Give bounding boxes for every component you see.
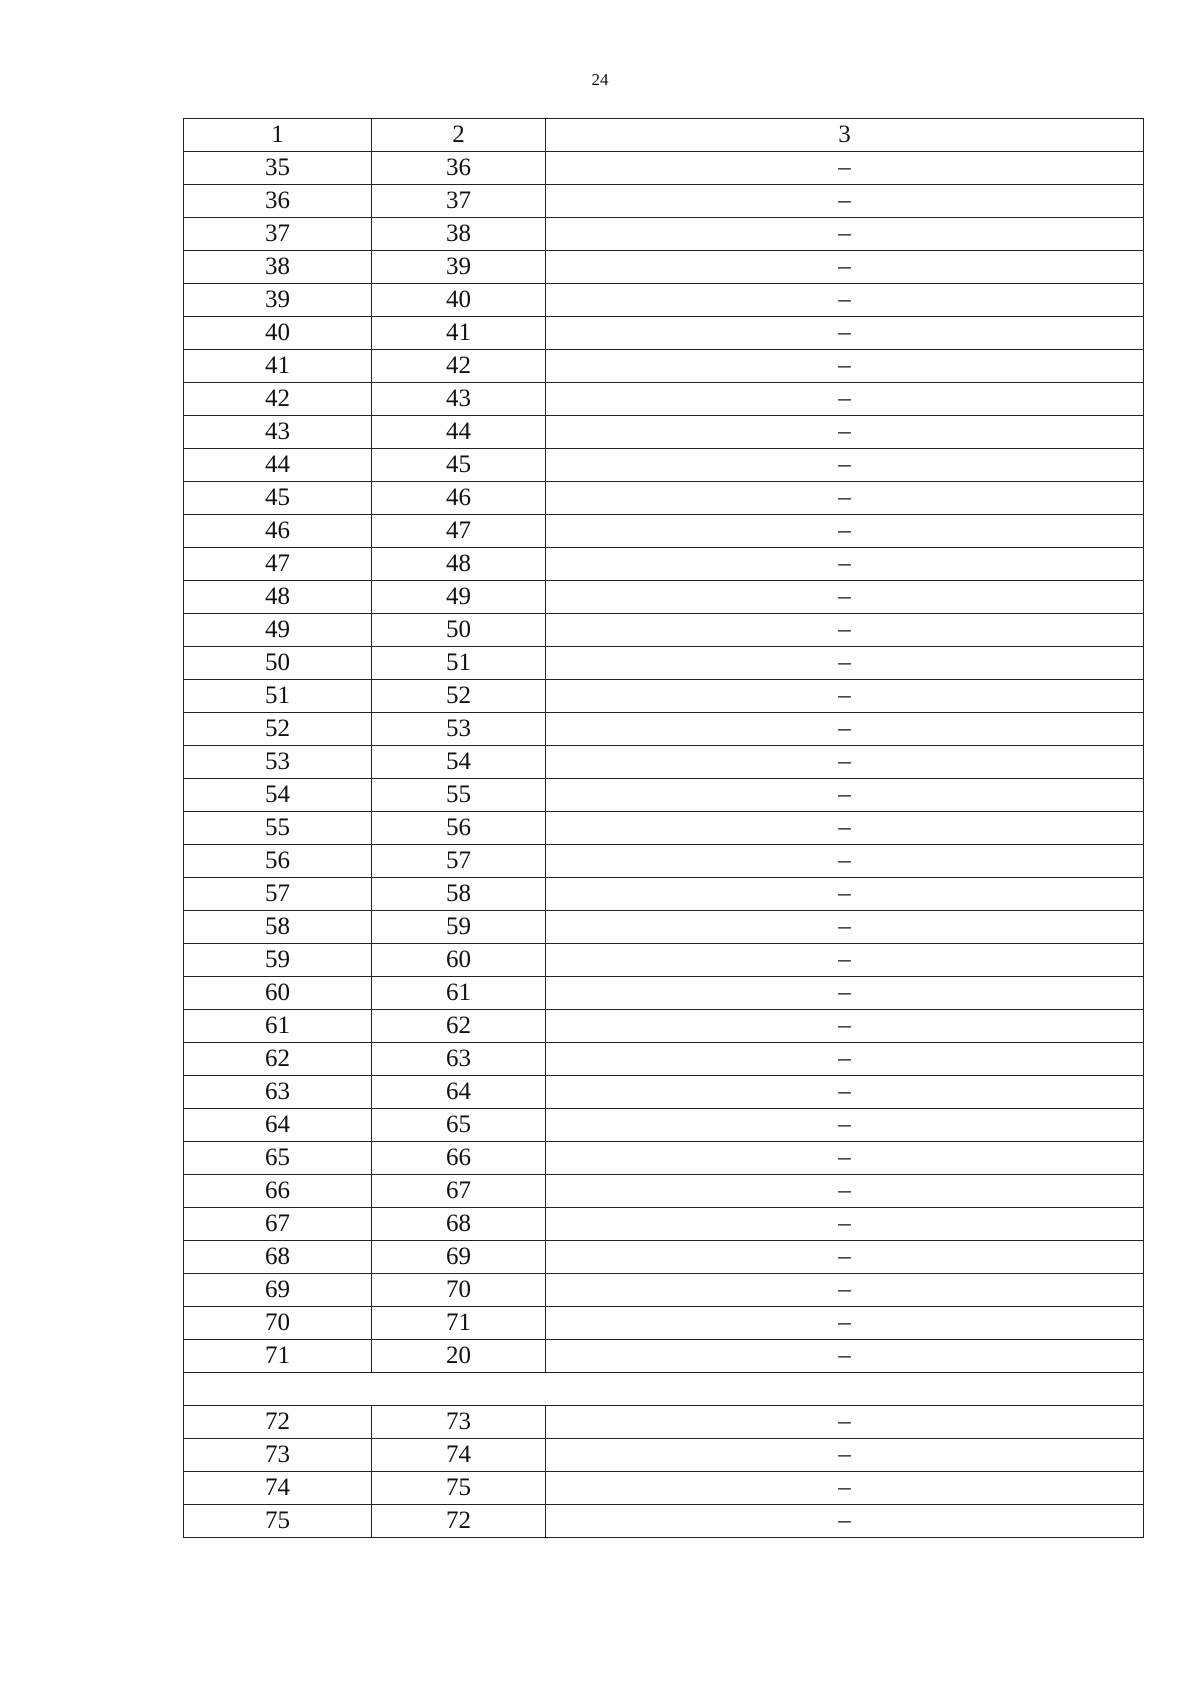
- table-cell-col-3: –: [546, 911, 1144, 944]
- page-number: 24: [591, 70, 609, 89]
- table-cell-col-3: –: [546, 350, 1144, 383]
- table-cell-col-1: 45: [184, 482, 372, 515]
- table-cell-col-3: –: [546, 878, 1144, 911]
- table-cell-col-1: 47: [184, 548, 372, 581]
- separator-cell: [184, 1373, 1144, 1406]
- table-cell-col-1: 62: [184, 1043, 372, 1076]
- data-table: [183, 118, 1144, 1538]
- table-cell-col-1: 72: [184, 1406, 372, 1439]
- table-cell-col-3: –: [546, 1142, 1144, 1175]
- table-cell-col-2: 47: [372, 515, 546, 548]
- table-cell-col-2: 46: [372, 482, 546, 515]
- table-cell-col-3: –: [546, 416, 1144, 449]
- table-cell-col-2: 37: [372, 185, 546, 218]
- table-row: [184, 1208, 1144, 1241]
- table-cell-col-2: 40: [372, 284, 546, 317]
- table-row: [184, 152, 1144, 185]
- table-cell-col-1: 43: [184, 416, 372, 449]
- table-cell-col-1: 41: [184, 350, 372, 383]
- table-cell-col-3: –: [546, 515, 1144, 548]
- table-cell-col-1: 46: [184, 515, 372, 548]
- table-cell-col-2: 69: [372, 1241, 546, 1274]
- table-cell-col-3: –: [546, 812, 1144, 845]
- table-cell-col-1: 42: [184, 383, 372, 416]
- table-cell-col-1: 60: [184, 977, 372, 1010]
- table-cell-col-3: –: [546, 614, 1144, 647]
- table-cell-col-2: 73: [372, 1406, 546, 1439]
- table-row: [184, 647, 1144, 680]
- table-cell-col-2: 64: [372, 1076, 546, 1109]
- table-row: [184, 1274, 1144, 1307]
- table-cell-col-2: 36: [372, 152, 546, 185]
- table-row: [184, 383, 1144, 416]
- table-cell-col-1: 64: [184, 1109, 372, 1142]
- table-cell-col-2: 50: [372, 614, 546, 647]
- table-row: [184, 548, 1144, 581]
- table-cell-col-2: 38: [372, 218, 546, 251]
- table-cell-col-2: 57: [372, 845, 546, 878]
- table-row: [184, 1241, 1144, 1274]
- table-cell-col-1: 56: [184, 845, 372, 878]
- table-cell-col-2: 41: [372, 317, 546, 350]
- header-cell-1: 1: [184, 119, 372, 152]
- table-cell-col-1: 51: [184, 680, 372, 713]
- table-cell-col-1: 38: [184, 251, 372, 284]
- table-cell-col-2: 48: [372, 548, 546, 581]
- table-row: [184, 1142, 1144, 1175]
- table-cell-col-1: 65: [184, 1142, 372, 1175]
- table-cell-col-1: 69: [184, 1274, 372, 1307]
- table-row: [184, 185, 1144, 218]
- table-cell-col-1: 70: [184, 1307, 372, 1340]
- table-cell-col-1: 36: [184, 185, 372, 218]
- table-row: [184, 317, 1144, 350]
- table-cell-col-3: –: [546, 218, 1144, 251]
- table-row: [184, 284, 1144, 317]
- table-cell-col-3: –: [546, 1175, 1144, 1208]
- table-cell-col-3: –: [546, 1208, 1144, 1241]
- table-cell-col-2: 67: [372, 1175, 546, 1208]
- table-cell-col-3: –: [546, 1109, 1144, 1142]
- table-cell-col-2: 52: [372, 680, 546, 713]
- table-row: [184, 218, 1144, 251]
- table-row: [184, 1043, 1144, 1076]
- table-cell-col-2: 68: [372, 1208, 546, 1241]
- table-cell-col-2: 20: [372, 1340, 546, 1373]
- table-cell-col-2: 42: [372, 350, 546, 383]
- table-cell-col-1: 39: [184, 284, 372, 317]
- header-cell-2: 2: [372, 119, 546, 152]
- table-cell-col-2: 72: [372, 1505, 546, 1538]
- table-cell-col-3: –: [546, 251, 1144, 284]
- table-cell-col-3: –: [546, 152, 1144, 185]
- table-cell-col-2: 45: [372, 449, 546, 482]
- table-row: [184, 779, 1144, 812]
- table-row: [184, 251, 1144, 284]
- table-cell-col-2: 59: [372, 911, 546, 944]
- table-separator-row: [184, 1373, 1144, 1406]
- table-row: [184, 1406, 1144, 1439]
- table-cell-col-3: –: [546, 1010, 1144, 1043]
- table-cell-col-3: –: [546, 746, 1144, 779]
- table-cell-col-1: 50: [184, 647, 372, 680]
- table-cell-col-1: 74: [184, 1472, 372, 1505]
- table-row: [184, 1010, 1144, 1043]
- table-cell-col-2: 66: [372, 1142, 546, 1175]
- table-cell-col-3: –: [546, 845, 1144, 878]
- table-cell-col-3: –: [546, 1043, 1144, 1076]
- table-cell-col-2: 49: [372, 581, 546, 614]
- table-cell-col-3: –: [546, 713, 1144, 746]
- table-cell-col-1: 40: [184, 317, 372, 350]
- table-cell-col-2: 62: [372, 1010, 546, 1043]
- table-cell-col-3: –: [546, 1307, 1144, 1340]
- table-cell-col-2: 75: [372, 1472, 546, 1505]
- table-row: [184, 1472, 1144, 1505]
- table-row: [184, 515, 1144, 548]
- table-cell-col-2: 51: [372, 647, 546, 680]
- table-cell-col-2: 61: [372, 977, 546, 1010]
- table-cell-col-2: 60: [372, 944, 546, 977]
- header-cell-3: 3: [546, 119, 1144, 152]
- table-row: [184, 1340, 1144, 1373]
- table-cell-col-1: 37: [184, 218, 372, 251]
- table-row: [184, 1076, 1144, 1109]
- table-cell-col-1: 67: [184, 1208, 372, 1241]
- table-row: [184, 812, 1144, 845]
- table-row: [184, 350, 1144, 383]
- table-cell-col-2: 74: [372, 1439, 546, 1472]
- table-row: [184, 614, 1144, 647]
- table-row: [184, 713, 1144, 746]
- table-cell-col-1: 71: [184, 1340, 372, 1373]
- table-cell-col-2: 44: [372, 416, 546, 449]
- table-row: [184, 977, 1144, 1010]
- table-cell-col-1: 63: [184, 1076, 372, 1109]
- table-cell-col-1: 68: [184, 1241, 372, 1274]
- table-row: [184, 1307, 1144, 1340]
- table-cell-col-3: –: [546, 482, 1144, 515]
- table-row: [184, 911, 1144, 944]
- table-cell-col-1: 66: [184, 1175, 372, 1208]
- table-header-row: [184, 119, 1144, 152]
- table-cell-col-3: –: [546, 1472, 1144, 1505]
- table-cell-col-3: –: [546, 680, 1144, 713]
- table-cell-col-2: 58: [372, 878, 546, 911]
- table-cell-col-1: 58: [184, 911, 372, 944]
- table-row: [184, 746, 1144, 779]
- table-row: [184, 878, 1144, 911]
- table-row: [184, 845, 1144, 878]
- table-cell-col-1: 53: [184, 746, 372, 779]
- table-cell-col-1: 49: [184, 614, 372, 647]
- table-cell-col-1: 59: [184, 944, 372, 977]
- table-cell-col-1: 75: [184, 1505, 372, 1538]
- table-cell-col-1: 61: [184, 1010, 372, 1043]
- table-cell-col-3: –: [546, 1340, 1144, 1373]
- table-cell-col-1: 48: [184, 581, 372, 614]
- table-cell-col-2: 65: [372, 1109, 546, 1142]
- table-body: [184, 119, 1144, 1538]
- table-row: [184, 482, 1144, 515]
- table-cell-col-1: 73: [184, 1439, 372, 1472]
- table-row: [184, 581, 1144, 614]
- table-row: [184, 1175, 1144, 1208]
- table-cell-col-2: 63: [372, 1043, 546, 1076]
- table-cell-col-2: 53: [372, 713, 546, 746]
- table-cell-col-3: –: [546, 977, 1144, 1010]
- table-cell-col-3: –: [546, 548, 1144, 581]
- table-row: [184, 1439, 1144, 1472]
- table-cell-col-3: –: [546, 284, 1144, 317]
- table-cell-col-1: 35: [184, 152, 372, 185]
- table-row: [184, 416, 1144, 449]
- table-cell-col-3: –: [546, 1241, 1144, 1274]
- table-row: [184, 680, 1144, 713]
- table-cell-col-1: 57: [184, 878, 372, 911]
- table-cell-col-2: 43: [372, 383, 546, 416]
- table-row: [184, 1505, 1144, 1538]
- table-cell-col-3: –: [546, 1505, 1144, 1538]
- table-cell-col-3: –: [546, 317, 1144, 350]
- table-cell-col-3: –: [546, 185, 1144, 218]
- table-cell-col-2: 70: [372, 1274, 546, 1307]
- table-cell-col-2: 55: [372, 779, 546, 812]
- table-cell-col-1: 55: [184, 812, 372, 845]
- table-cell-col-3: –: [546, 1406, 1144, 1439]
- table-cell-col-3: –: [546, 1274, 1144, 1307]
- table-cell-col-3: –: [546, 779, 1144, 812]
- table-cell-col-2: 71: [372, 1307, 546, 1340]
- table-cell-col-1: 44: [184, 449, 372, 482]
- table-row: [184, 1109, 1144, 1142]
- table-cell-col-3: –: [546, 944, 1144, 977]
- table-row: [184, 449, 1144, 482]
- table-cell-col-1: 52: [184, 713, 372, 746]
- table-cell-col-2: 39: [372, 251, 546, 284]
- table-cell-col-3: –: [546, 383, 1144, 416]
- table-cell-col-1: 54: [184, 779, 372, 812]
- table-cell-col-3: –: [546, 449, 1144, 482]
- table-row: [184, 944, 1144, 977]
- table-cell-col-2: 54: [372, 746, 546, 779]
- table-cell-col-3: –: [546, 1076, 1144, 1109]
- table-cell-col-2: 56: [372, 812, 546, 845]
- table-cell-col-3: –: [546, 1439, 1144, 1472]
- table-cell-col-3: –: [546, 581, 1144, 614]
- table-cell-col-3: –: [546, 647, 1144, 680]
